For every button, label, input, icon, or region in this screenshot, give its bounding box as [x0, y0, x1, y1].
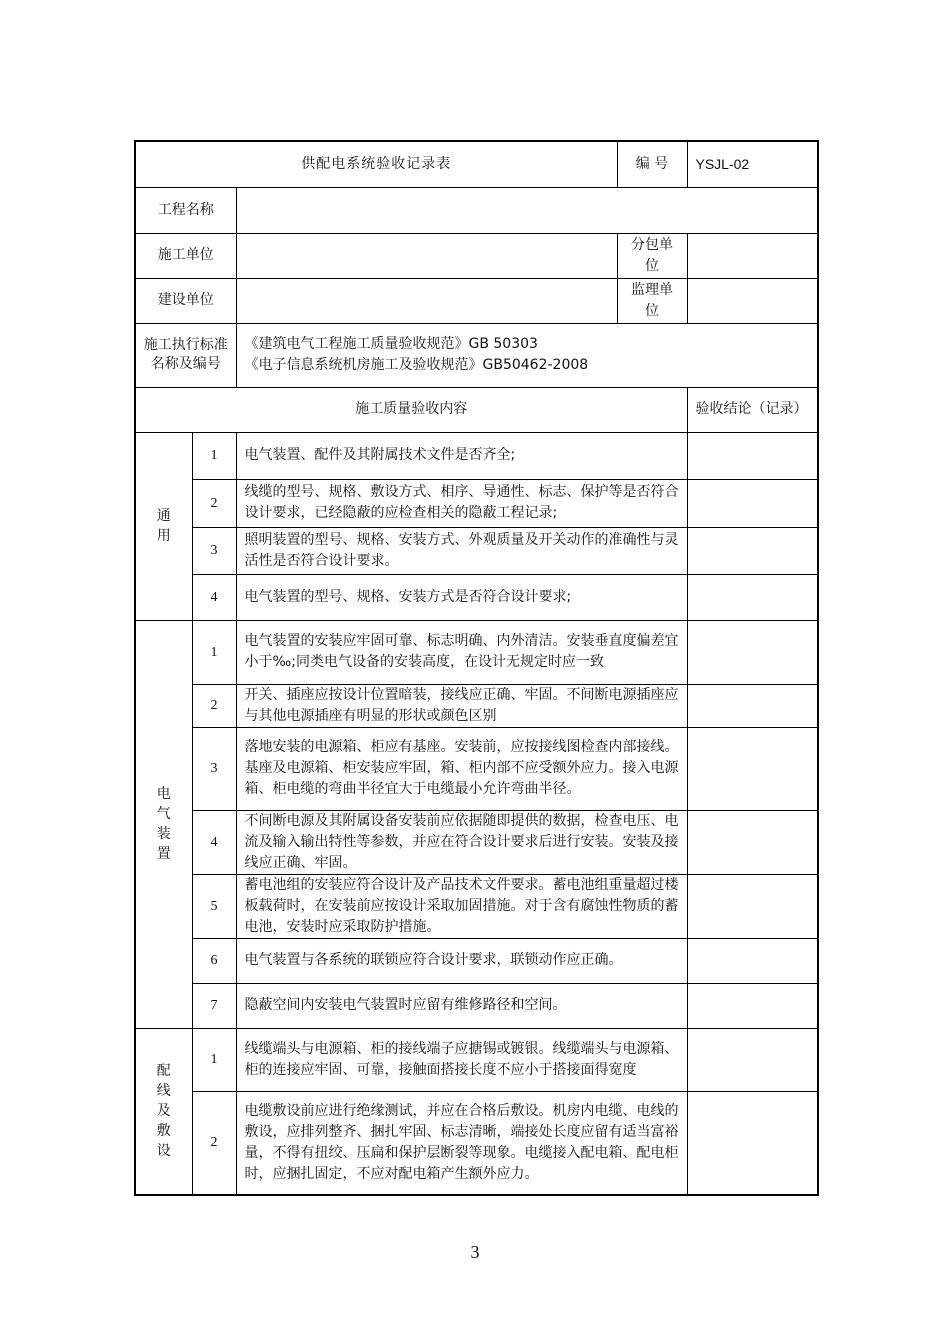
builder-unit-field[interactable] — [236, 278, 617, 323]
conclusion-field[interactable] — [687, 574, 818, 620]
form-title: 供配电系统验收记录表 — [135, 141, 617, 187]
conclusion-field[interactable] — [687, 727, 818, 810]
section-category-label — [135, 1028, 192, 1195]
conclusion-field[interactable] — [687, 432, 818, 479]
item-text: 蓄电池组的安装应符合设计及产品技术文件要求。蓄电池组重量超过楼板载荷时，在安装前应按设计采取加固措施。对于含有腐蚀性物质的蓄电池，安装时应采取防护措施。 — [236, 874, 687, 938]
conclusion-field[interactable] — [687, 938, 818, 983]
item-number: 4 — [192, 810, 236, 874]
subcontract-unit-label: 分包单位 — [617, 233, 687, 278]
item-text: 电气装置的安装应牢固可靠、标志明确、内外清洁。安装垂直度偏差宜小于‰;同类电气设备的安装高度，在设计无规定时应一致 — [236, 620, 687, 684]
item-text: 线缆端头与电源箱、柜的接线端子应搪锡或镀银。线缆端头与电源箱、柜的连接应牢固、可靠，接触面搭接长度不应小于搭接面得宽度 — [236, 1028, 687, 1091]
standard-line-1: 《建筑电气工程施工质量验收规范》GB 50303 — [244, 336, 538, 352]
conclusion-field[interactable] — [687, 874, 818, 938]
table-row — [135, 983, 818, 1028]
item-number: 2 — [192, 684, 236, 727]
table-row — [135, 810, 818, 874]
supervision-unit-field[interactable] — [687, 278, 818, 323]
content-header: 施工质量验收内容 — [135, 387, 687, 432]
construction-unit-field[interactable] — [236, 233, 617, 278]
project-name-field[interactable] — [236, 187, 818, 233]
number-value: YSJL-02 — [687, 141, 818, 187]
construction-unit-label: 施工单位 — [135, 233, 236, 278]
conclusion-field[interactable] — [687, 527, 818, 574]
standards-cell — [236, 323, 818, 387]
table-row — [135, 479, 818, 527]
conclusion-field[interactable] — [687, 810, 818, 874]
item-text: 电气装置与各系统的联锁应符合设计要求，联锁动作应正确。 — [236, 938, 687, 983]
item-number: 7 — [192, 983, 236, 1028]
item-number: 1 — [192, 1028, 236, 1091]
item-text: 电缆敷设前应进行绝缘测试，并应在合格后敷设。机房内电缆、电线的敷设，应排列整齐、捆扎牢固、标志清晰，端接处长度应留有适当富裕量，不得有扭绞、压扁和保护层断裂等现象。电缆接入配电箱、配电柜时，应捆扎固定，不应对配电箱产生额外应力。 — [236, 1091, 687, 1195]
number-label: 编 号 — [617, 141, 687, 187]
section-category-label — [135, 620, 192, 1028]
item-text: 隐蔽空间内安装电气装置时应留有维修路径和空间。 — [236, 983, 687, 1028]
item-text: 线缆的型号、规格、敷设方式、相序、导通性、标志、保护等是否符合设计要求，已经隐蔽的应检查相关的隐蔽工程记录; — [236, 479, 687, 527]
project-name-label: 工程名称 — [135, 187, 236, 233]
conclusion-field[interactable] — [687, 983, 818, 1028]
item-number: 4 — [192, 574, 236, 620]
table-row — [135, 938, 818, 983]
section-category-label — [135, 432, 192, 620]
item-text: 电气装置的型号、规格、安装方式是否符合设计要求; — [236, 574, 687, 620]
conclusion-field[interactable] — [687, 684, 818, 727]
standard-label: 施工执行标准名称及编号 — [135, 323, 236, 387]
section-category-text: 电气装置 — [156, 786, 171, 862]
acceptance-record-table — [134, 140, 819, 1196]
table-row — [135, 727, 818, 810]
page-number: 3 — [470, 1242, 480, 1262]
table-row — [135, 527, 818, 574]
item-number: 1 — [192, 620, 236, 684]
table-row — [135, 874, 818, 938]
section-category-text: 配线及敷设 — [156, 1063, 171, 1160]
subcontract-unit-field[interactable] — [687, 233, 818, 278]
conclusion-field[interactable] — [687, 620, 818, 684]
item-text: 落地安装的电源箱、柜应有基座。安装前，应按接线图检查内部接线。基座及电源箱、柜安装应牢固，箱、柜内部不应受额外应力。接入电源箱、柜电缆的弯曲半径宜大于电缆最小允许弯曲半径。 — [236, 727, 687, 810]
conclusion-field[interactable] — [687, 1091, 818, 1195]
item-number: 3 — [192, 527, 236, 574]
item-text: 不间断电源及其附属设备安装前应依据随即提供的数据，检查电压、电流及输入输出特性等参数，并应在符合设计要求后进行安装。安装及接线应正确、牢固。 — [236, 810, 687, 874]
table-row — [135, 574, 818, 620]
table-row — [135, 1028, 818, 1091]
item-text: 开关、插座应按设计位置暗装，接线应正确、牢固。不间断电源插座应与其他电源插座有明显的形状或颜色区别 — [236, 684, 687, 727]
item-text: 电气装置、配件及其附属技术文件是否齐全; — [236, 432, 687, 479]
table-row — [135, 620, 818, 684]
table-row — [135, 684, 818, 727]
table-row — [135, 1091, 818, 1195]
item-number: 5 — [192, 874, 236, 938]
standard-line-2: 《电子信息系统机房施工及验收规范》GB50462-2008 — [244, 357, 589, 373]
item-text: 照明装置的型号、规格、安装方式、外观质量及开关动作的准确性与灵活性是否符合设计要求。 — [236, 527, 687, 574]
item-number: 2 — [192, 479, 236, 527]
conclusion-header: 验收结论（记录） — [687, 387, 818, 432]
conclusion-field[interactable] — [687, 479, 818, 527]
table-row — [135, 432, 818, 479]
item-number: 1 — [192, 432, 236, 479]
builder-unit-label: 建设单位 — [135, 278, 236, 323]
supervision-unit-label: 监理单位 — [617, 278, 687, 323]
item-number: 3 — [192, 727, 236, 810]
conclusion-field[interactable] — [687, 1028, 818, 1091]
section-category-text: 通用 — [156, 508, 171, 544]
item-number: 6 — [192, 938, 236, 983]
item-number: 2 — [192, 1091, 236, 1195]
